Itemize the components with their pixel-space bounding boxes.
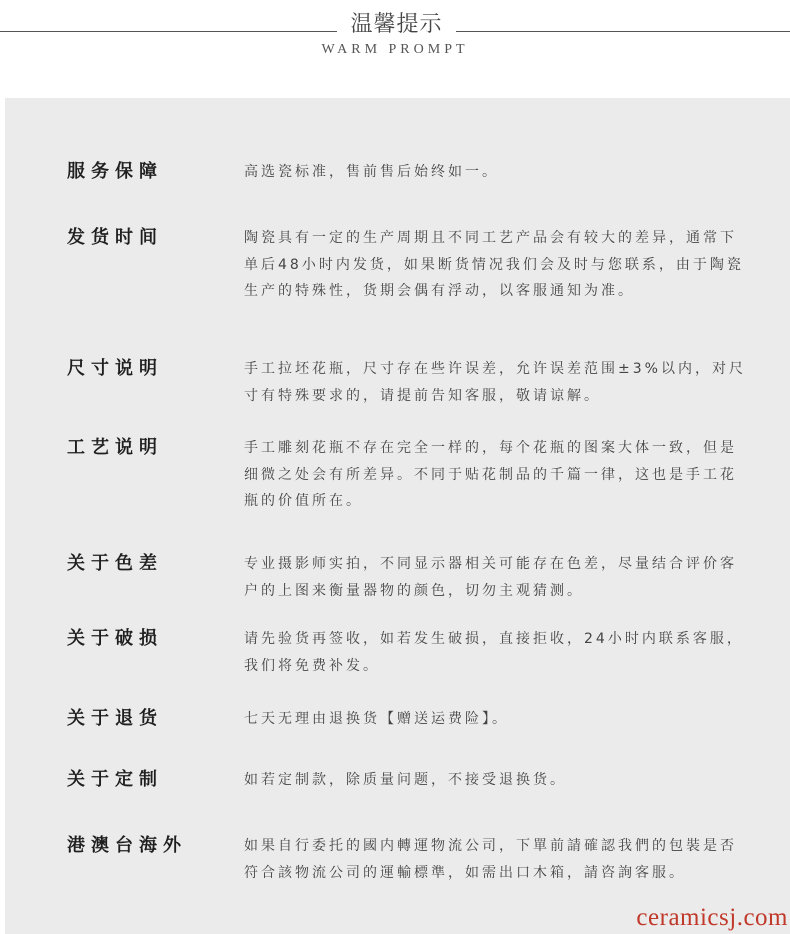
notice-text: 请先验货再签收，如若发生破损，直接拒收，24小时内联系客服，我们将免费补发。	[244, 631, 744, 674]
notice-text: 手工雕刻花瓶不存在完全一样的，每个花瓶的图案大体一致，但是细微之处会有所差异。不同于贴花制品的千篇一律，这也是手工花瓶的价值所在。	[244, 440, 737, 509]
notice-label: 发货时间	[67, 227, 163, 248]
page-subtitle: WARM PROMPT	[321, 42, 469, 57]
notice-label: 工艺说明	[67, 437, 163, 458]
notice-label: 港澳台海外	[67, 835, 187, 856]
notice-panel	[5, 98, 790, 934]
header-divider-left	[0, 31, 337, 32]
notice-text: 专业摄影师实拍，不同显示器相关可能存在色差，尽量结合评价客户的上图来衡量器物的颜色，切勿主观猜测。	[244, 556, 737, 599]
notice-text: 手工拉坯花瓶，尺寸存在些许误差，允许误差范围±3%以内，对尺寸有特殊要求的，请提前告知客服，敬请谅解。	[244, 361, 746, 404]
notice-text: 高选瓷标准，售前售后始终如一。	[244, 164, 499, 180]
notice-text: 七天无理由退换货【赠送运费险】。	[244, 711, 509, 727]
notice-label: 关于破损	[67, 628, 163, 649]
watermark: ceramicsj.com	[636, 904, 788, 931]
page-title: 温馨提示	[350, 12, 443, 37]
notice-label: 服务保障	[67, 161, 163, 182]
notice-label: 关于定制	[67, 769, 163, 790]
header	[0, 0, 790, 98]
notice-label: 关于退货	[67, 708, 163, 729]
header-divider-right	[456, 31, 790, 32]
notice-text: 如若定制款，除质量问题，不接受退换货。	[244, 772, 567, 788]
notice-label: 尺寸说明	[67, 358, 163, 379]
notice-text: 陶瓷具有一定的生产周期且不同工艺产品会有较大的差异，通常下单后48小时内发货，如果断货情况我们会及时与您联系，由于陶瓷生产的特殊性，货期会偶有浮动，以客服通知为准。	[244, 230, 744, 299]
notice-label: 关于色差	[67, 553, 163, 574]
notice-text: 如果自行委托的國内轉運物流公司，下單前請確認我們的包裝是否符合該物流公司的運輸標準，如需出口木箱，請咨詢客服。	[244, 838, 737, 881]
